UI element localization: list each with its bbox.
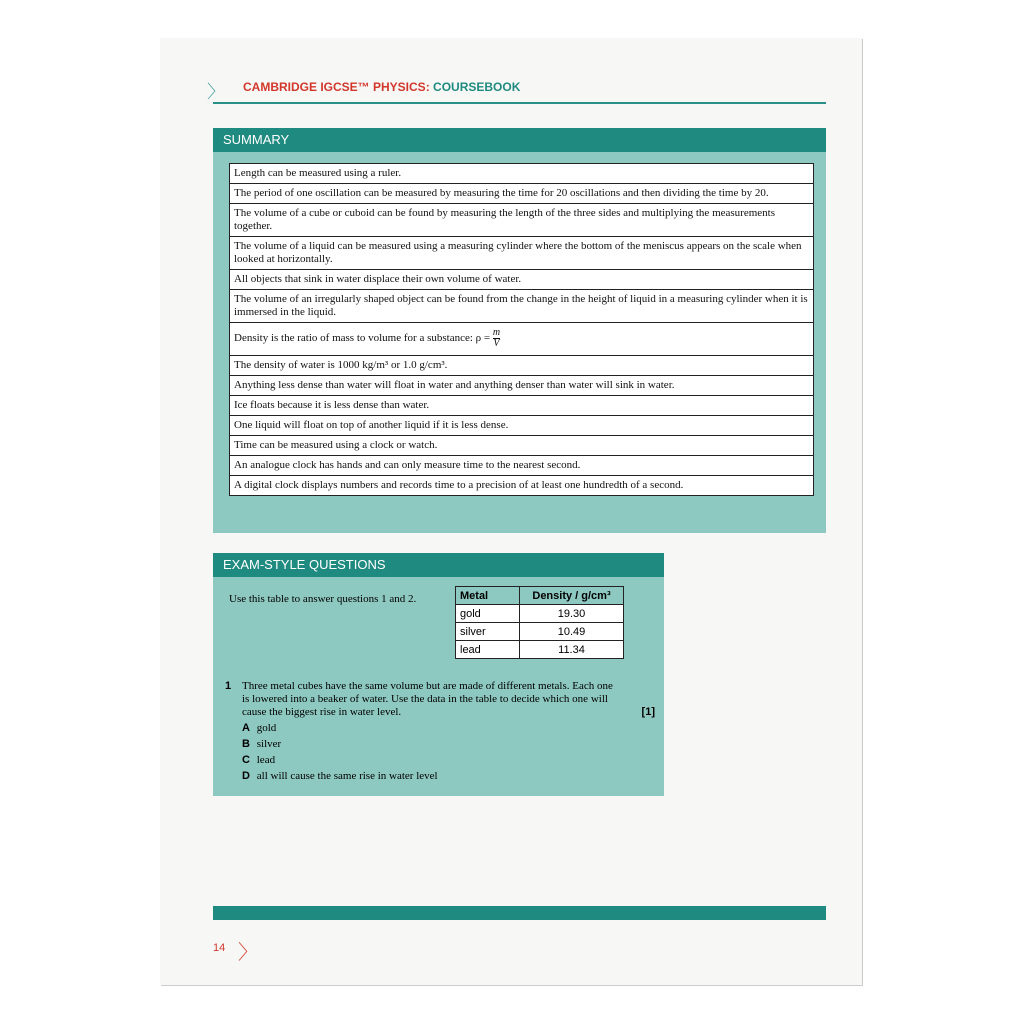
summary-list: [229, 163, 814, 496]
summary-row: The volume of a liquid can be measured using a measuring cylinder where the bottom of the meniscus appears on the scale when looked at horizontally.: [230, 237, 813, 270]
table-cell: silver: [456, 623, 520, 641]
question-text: Three metal cubes have the same volume but are made of different metals. Each one is lowered into a beaker of water. Use the data in the table to decide which one will cause the biggest rise in water level.: [242, 680, 613, 718]
summary-heading: SUMMARY: [213, 128, 826, 152]
table-header: Metal: [456, 587, 520, 605]
option-b: B silver: [242, 738, 282, 750]
summary-row: A digital clock displays numbers and records time to a precision of at least one hundredth of a second.: [234, 479, 684, 491]
summary-row: The volume of an irregularly shaped object can be found from the change in the height of liquid in a measuring cylinder when it is immersed in the liquid.: [230, 290, 813, 323]
summary-row-density: Density is the ratio of mass to volume for a substance: ρ = $\frac{m}{V}$: [230, 323, 813, 356]
footer-bar: [213, 906, 826, 920]
table-cell: lead: [456, 641, 520, 659]
chevron-right-icon: 〉: [207, 82, 225, 103]
question-number: 1: [225, 680, 232, 692]
exam-heading: EXAM-STYLE QUESTIONS: [213, 553, 664, 577]
table-header: Density / g/cm³: [520, 587, 624, 605]
chevron-right-icon: 〉: [238, 940, 258, 964]
running-header: [207, 76, 826, 104]
summary-row: All objects that sink in water displace their own volume of water.: [230, 270, 813, 290]
table-cell: 19.30: [520, 605, 624, 623]
option-d: D all will cause the same rise in water level: [242, 770, 438, 782]
exam-intro: Use this table to answer questions 1 and 2.: [229, 593, 417, 605]
question-1: [225, 680, 655, 783]
summary-row: Ice floats because it is less dense than water.: [230, 396, 813, 416]
table-row: [456, 605, 624, 623]
density-formula: $\frac{m}{V}$: [492, 327, 501, 349]
table-cell: gold: [456, 605, 520, 623]
density-table: [455, 586, 624, 659]
summary-row: An analogue clock has hands and can only measure time to the nearest second.: [230, 456, 813, 476]
summary-row: Anything less dense than water will float in water and anything denser than water will sink in water.: [230, 376, 813, 396]
exam-questions-box: [213, 553, 664, 796]
option-a: A gold: [242, 722, 277, 734]
summary-row: The volume of a cube or cuboid can be found by measuring the length of the three sides and multiplying the measurements together.: [230, 204, 813, 237]
table-cell: 11.34: [520, 641, 624, 659]
summary-row: Length can be measured using a ruler.: [230, 164, 813, 184]
book-title: CAMBRIDGE IGCSE™ PHYSICS: COURSEBOOK: [243, 80, 521, 94]
page-number: 14: [213, 942, 226, 954]
question-marks: [1]: [641, 706, 655, 718]
table-row: [456, 641, 624, 659]
summary-row: Time can be measured using a clock or watch.: [230, 436, 813, 456]
table-row: [456, 623, 624, 641]
summary-box: [213, 128, 826, 533]
table-cell: 10.49: [520, 623, 624, 641]
summary-row: The period of one oscillation can be measured by measuring the time for 20 oscillations and then dividing the time by 20.: [230, 184, 813, 204]
summary-row: One liquid will float on top of another liquid if it is less dense.: [230, 416, 813, 436]
option-c: C lead: [242, 754, 276, 766]
summary-row: The density of water is 1000 kg/m³ or 1.0 g/cm³.: [230, 356, 813, 376]
